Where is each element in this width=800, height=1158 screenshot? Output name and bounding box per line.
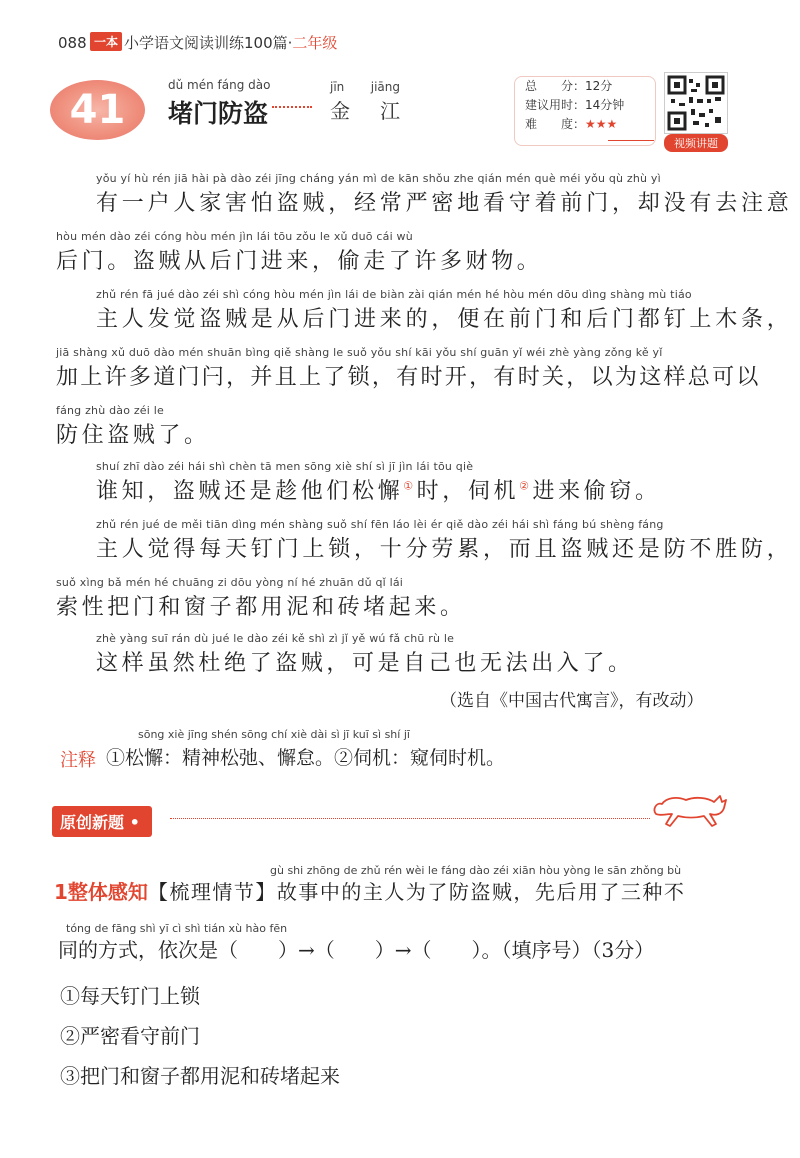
story-pinyin: suǒ xìng bǎ mén hé chuāng zi dōu yòng ní hé zhuān dǔ qǐ lái bbox=[56, 576, 404, 589]
story-text: 加上许多道门闩，并且上了锁，有时开，有时关，以为这样总可以 bbox=[56, 365, 761, 390]
author-pinyin-1: jīn bbox=[330, 80, 345, 94]
story-text-part: 进来偷窃。 bbox=[532, 479, 661, 504]
lesson-title: 堵门防盗 bbox=[168, 99, 269, 128]
author-pinyin bbox=[330, 80, 400, 94]
section-divider bbox=[170, 818, 650, 819]
brand-badge: 一本 bbox=[90, 32, 122, 51]
total-score: 总 分：12分 bbox=[525, 79, 613, 93]
arrow-icon bbox=[608, 140, 654, 141]
story-pinyin: zhè yàng suī rán dù jué le dào zéi kě shì zì jǐ yě wú fǎ chū rù le bbox=[96, 632, 455, 645]
difficulty-stars: ★★★ bbox=[585, 117, 618, 131]
story-text: 后门。盗贼从后门进来，偷走了许多财物。 bbox=[56, 249, 543, 274]
suggested-time: 建议用时：14分钟 bbox=[525, 98, 625, 112]
cat-icon bbox=[650, 788, 730, 832]
option-3: ③把门和窗子都用泥和砖堵起来 bbox=[60, 1064, 340, 1088]
story-text: 主人发觉盗贼是从后门进来的，便在前门和后门都钉上木条， bbox=[96, 307, 793, 332]
notes-pinyin: sōng xiè jīng shén sōng chí xiè dài sì jī kuī sì shí jī bbox=[138, 728, 410, 741]
lesson-number-badge: 41 bbox=[50, 80, 145, 140]
grade-label: 二年级 bbox=[292, 34, 338, 52]
story-text: 主人觉得每天钉门上锁，十分劳累，而且盗贼还是防不胜防， bbox=[96, 537, 793, 562]
difficulty bbox=[515, 115, 655, 134]
story-pinyin: hòu mén dào zéi cóng hòu mén jìn lái tōu zǒu le xǔ duō cái wù bbox=[56, 230, 413, 243]
notes-text: ①松懈：精神松弛、懈怠。②伺机：窥伺时机。 bbox=[106, 747, 506, 769]
question-line-1 bbox=[54, 876, 685, 905]
author-char-2: 江 bbox=[380, 99, 400, 123]
story-text bbox=[96, 474, 661, 505]
story-text: 防住盗贼了。 bbox=[56, 423, 210, 448]
question-text-1: 【梳理情节】故事中的主人为了防盗贼，先后用了三种不 bbox=[147, 880, 686, 904]
difficulty-label: 难 度： bbox=[525, 117, 586, 131]
series-title bbox=[124, 32, 337, 53]
question-category: 整体感知 bbox=[67, 880, 148, 904]
question-pinyin-1: gù shi zhōng de zhǔ rén wèi le fáng dào zéi xiān hòu yòng le sān zhǒng bù bbox=[270, 864, 682, 877]
option-1: ①每天钉门上锁 bbox=[60, 984, 200, 1008]
story-text: 索性把门和窗子都用泥和砖堵起来。 bbox=[56, 595, 466, 620]
section-banner bbox=[52, 806, 152, 837]
story-pinyin: zhǔ rén jué de měi tiān dìng mén shàng suǒ shí fēn láo lèi ér qiě dào zéi hái shì fáng bú shèng fáng bbox=[96, 518, 664, 531]
footnote-marker-1: ① bbox=[403, 479, 417, 493]
title-divider bbox=[272, 106, 312, 108]
story-pinyin: jiā shàng xǔ duō dào mén shuān bìng qiě shàng le suǒ yǒu shí kāi yǒu shí guān yǐ wéi zhè yàng zǒng kě yǐ bbox=[56, 346, 663, 359]
footnote-marker-2: ② bbox=[519, 479, 533, 493]
story-text: 这样虽然杜绝了盗贼，可是自己也无法出入了。 bbox=[96, 651, 634, 676]
section-title: 原创新题 bbox=[60, 813, 125, 832]
author-char-1: 金 bbox=[330, 99, 350, 123]
question-pinyin-2: tóng de fāng shì yī cì shì tián xù hào fēn bbox=[66, 922, 288, 935]
question-number: 1 bbox=[54, 880, 68, 904]
qr-code-graphic bbox=[665, 73, 727, 133]
author-name bbox=[330, 95, 400, 124]
author-pinyin-2: jiāng bbox=[370, 80, 400, 94]
story-text-part: 谁知，盗贼还是趁他们松懈 bbox=[96, 479, 404, 504]
question-line-2: 同的方式，依次是（ ）→（ ）→（ ）。（填序号）（3分） bbox=[58, 938, 655, 962]
story-pinyin: yǒu yí hù rén jiā hài pà dào zéi jīng cháng yán mì de kān shǒu zhe qián mén què méi yǒu qù zhù yì bbox=[96, 172, 661, 185]
title-pinyin: dǔ mén fáng dào bbox=[168, 78, 271, 92]
story-text: 有一户人家害怕盗贼，经常严密地看守着前门，却没有去注意 bbox=[96, 191, 793, 216]
story-pinyin: shuí zhī dào zéi hái shì chèn tā men sōng xiè shí sì jī jìn lái tōu qiè bbox=[96, 460, 474, 473]
story-text-part: 时，伺机 bbox=[416, 479, 520, 504]
source-citation: （选自《中国古代寓言》，有改动） bbox=[440, 691, 704, 711]
page-number: 088 bbox=[58, 34, 87, 52]
info-box bbox=[514, 76, 656, 146]
story-pinyin: zhǔ rén fā jué dào zéi shì cóng hòu mén jìn lái de biàn zài qián mén hé hòu mén dōu dìng shàng mù tiáo bbox=[96, 288, 692, 301]
qr-code-icon[interactable] bbox=[664, 72, 728, 134]
series-name: 小学语文阅读训练100篇· bbox=[124, 34, 293, 52]
dot-icon: • bbox=[129, 813, 140, 832]
notes-label: 注释 bbox=[60, 750, 96, 771]
option-2: ②严密看守前门 bbox=[60, 1024, 200, 1048]
story-pinyin: fáng zhù dào zéi le bbox=[56, 404, 164, 417]
video-lecture-label[interactable]: 视频讲题 bbox=[664, 134, 728, 152]
